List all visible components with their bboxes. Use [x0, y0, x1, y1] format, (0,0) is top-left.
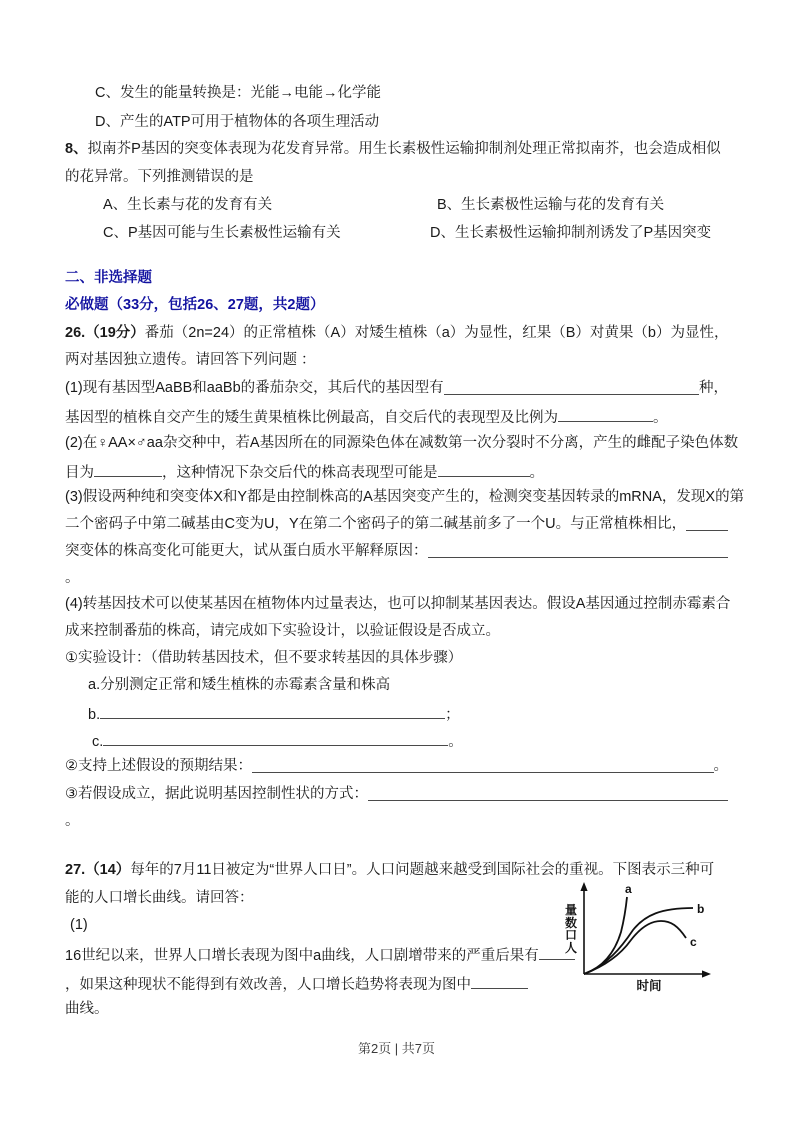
q26-p4-step1-text: ①实验设计：（借助转基因技术，但不要求转基因的具体步骤）	[65, 650, 463, 666]
q8-stem-text-1: 拟南芥P基因的突变体表现为花发育异常。用生长素极性运输抑制剂处理正常拟南芥，也会造成相似	[87, 141, 721, 157]
q26-p3-line-1	[65, 488, 744, 507]
answer-blank	[103, 730, 448, 746]
section-title	[65, 269, 152, 288]
q8-option-c	[103, 224, 341, 243]
q26-p4-item-b-label: b.	[88, 707, 101, 723]
q27-text-5: 曲线。	[65, 1001, 109, 1017]
q26-p4-item-c-label: c.	[92, 734, 104, 750]
q8-stem-text-2: 的花异常。下列推测错误的是	[65, 169, 254, 185]
q26-p2-line-2	[65, 461, 544, 483]
q26-intro-line-1	[65, 324, 729, 343]
q26-p4-step2-suffix: 。	[713, 758, 728, 774]
q27-line-5	[65, 1000, 109, 1019]
curve-c-label: c	[690, 935, 697, 949]
answer-blank	[438, 461, 530, 477]
y-axis-arrow-icon	[580, 882, 587, 891]
q26-p4-step-2	[65, 757, 728, 776]
q26-p4-tail-period	[65, 812, 80, 831]
q26-p4-step-3	[65, 785, 728, 804]
q27-line-3	[65, 944, 575, 966]
q26-p2-text-1: (2)在♀AA×♂aa杂交种中，若A基因所在的同源染色体在减数第一次分裂时不分离，产生的雌配子染色体数	[65, 435, 739, 451]
q26-p4-step3-text: ③若假设成立，据此说明基因控制性状的方式：	[65, 786, 368, 802]
q27-sub-1	[70, 916, 88, 935]
q27-line-1	[65, 861, 714, 880]
y-axis-label: 量数口人	[565, 903, 578, 955]
q27-text-1: 每年的7月11日被定为“世界人口日”。人口问题越来越受到国际社会的重视。下图表示三种可	[130, 862, 715, 878]
curve-a-label: a	[625, 882, 632, 896]
q26-p1-text: (1)现有基因型AaBB和aaBb的番茄杂交，其后代的基因型有	[65, 380, 444, 396]
q8-option-d	[430, 224, 711, 243]
q26-intro-text-2: 两对基因独立遗传。请回答下列问题 ：	[65, 352, 316, 368]
q27-text-4: ，如果这种现状不能得到有效改善，人口增长趋势将表现为图中	[65, 977, 471, 993]
q27-sub-1-text: (1)	[70, 917, 88, 933]
q7-option-c-text: C、发生的能量转换是：光能→电能→化学能	[95, 85, 381, 101]
q26-p3-line-3	[65, 542, 728, 561]
q26-p4-step-1	[65, 649, 462, 668]
x-axis-label: 时间	[636, 979, 662, 993]
section-title-text: 二、非选择题	[65, 270, 152, 286]
page-number-text: 第2页 | 共7页	[357, 1041, 436, 1056]
q27-number: 27.（14）	[65, 862, 131, 878]
q26-p4-tail-period-text: 。	[65, 813, 80, 829]
x-axis-arrow-icon	[702, 970, 711, 977]
q26-p1-line-1	[65, 379, 728, 398]
q26-intro-text-1: 番茄（2n=24）的正常植株（A）对矮生植株（a）为显性，红果（B）对黄果（b）为显性，	[144, 325, 729, 341]
q7-option-c	[95, 84, 381, 103]
q26-p1-text-2: 基因型的植株自交产生的矮生黄果植株比例最高，自交后代的表现型及比例为	[65, 410, 558, 426]
q26-p3-line-2	[65, 515, 728, 534]
answer-blank	[471, 973, 528, 989]
q26-p2-period: 。	[529, 465, 544, 481]
answer-blank	[100, 703, 445, 719]
population-growth-chart	[549, 880, 721, 1004]
q8-stem-line-2	[65, 168, 254, 187]
q8-number: 8、	[65, 141, 88, 157]
answer-blank	[428, 557, 729, 558]
q27-text-2: 能的人口增长曲线。请回答：	[65, 890, 254, 906]
q27-line-4	[65, 973, 528, 995]
q26-p4-line-2	[65, 622, 500, 641]
q26-p4-item-c-suffix: 。	[448, 734, 463, 750]
answer-blank	[94, 461, 162, 477]
q8-option-a-text: A、生长素与花的发育有关	[103, 197, 273, 213]
page-footer	[0, 1038, 793, 1057]
q26-p3-line-4	[65, 569, 80, 588]
q8-option-d-text: D、生长素极性运输抑制剂诱发了P基因突变	[430, 225, 712, 241]
q26-p4-item-a-text: a.分别测定正常和矮生植株的赤霉素含量和株高	[88, 677, 391, 693]
answer-blank	[252, 772, 714, 773]
q8-option-a	[103, 196, 272, 215]
q26-p4-item-b-suffix: ；	[445, 707, 460, 723]
section-subtitle-text: 必做题（33分，包括26、27题，共2题）	[65, 297, 325, 313]
q26-p4-item-a	[88, 676, 390, 695]
q26-p2-text-2b: ，这种情况下杂交后代的株高表现型可能是	[162, 465, 438, 481]
curve-b-label: b	[697, 902, 705, 916]
answer-blank	[444, 394, 699, 395]
q26-p4-line-1	[65, 595, 730, 614]
q26-p4-text-1: (4)转基因技术可以使某基因在植物体内过量表达，也可以抑制某基因表达。假设A基因通过控制赤霉素合	[65, 596, 731, 612]
q26-p1-line-2	[65, 406, 668, 428]
q8-option-b-text: B、生长素极性运输与花的发育有关	[437, 197, 665, 213]
q7-option-d-text: D、产生的ATP可用于植物体的各项生理活动	[95, 114, 380, 130]
q26-p3-text-3: 突变体的株高变化可能更大，试从蛋白质水平解释原因：	[65, 543, 428, 559]
q8-option-c-text: C、P基因可能与生长素极性运输有关	[103, 225, 341, 241]
q26-p1-period: 。	[653, 410, 668, 426]
q26-intro-line-2	[65, 351, 316, 370]
q27-line-2	[65, 889, 254, 908]
q7-option-d	[95, 113, 379, 132]
q26-p4-item-b	[88, 703, 460, 725]
section-subtitle	[65, 296, 324, 315]
answer-blank	[558, 406, 653, 422]
q26-number: 26.（19分）	[65, 325, 145, 341]
q8-option-b	[437, 196, 664, 215]
q26-p3-text-2: 二个密码子中第二碱基由C变为U，Y在第二个密码子的第二碱基前多了一个U。与正常植株相比，	[65, 516, 687, 532]
q26-p4-step2-text: ②支持上述假设的预期结果：	[65, 758, 252, 774]
answer-blank	[686, 530, 728, 531]
q26-p4-text-2: 成来控制番茄的株高，请完成如下实验设计，以验证假设是否成立。	[65, 623, 500, 639]
q26-p3-text-1: (3)假设两种纯和突变体X和Y都是由控制株高的A基因突变产生的，检测突变基因转录的mRNA，发现X的第	[65, 489, 745, 505]
q26-p2-text-2a: 目为	[65, 465, 94, 481]
q26-p1-suffix: 种，	[699, 380, 728, 396]
q26-p2-line-1	[65, 434, 738, 453]
q27-text-3: 16世纪以来，世界人口增长表现为图中a曲线，人口剧增带来的严重后果有	[65, 948, 539, 964]
q8-stem-line-1	[65, 140, 721, 159]
q26-p4-item-c	[92, 730, 463, 752]
answer-blank	[368, 800, 728, 801]
q26-p3-period: 。	[65, 570, 80, 586]
